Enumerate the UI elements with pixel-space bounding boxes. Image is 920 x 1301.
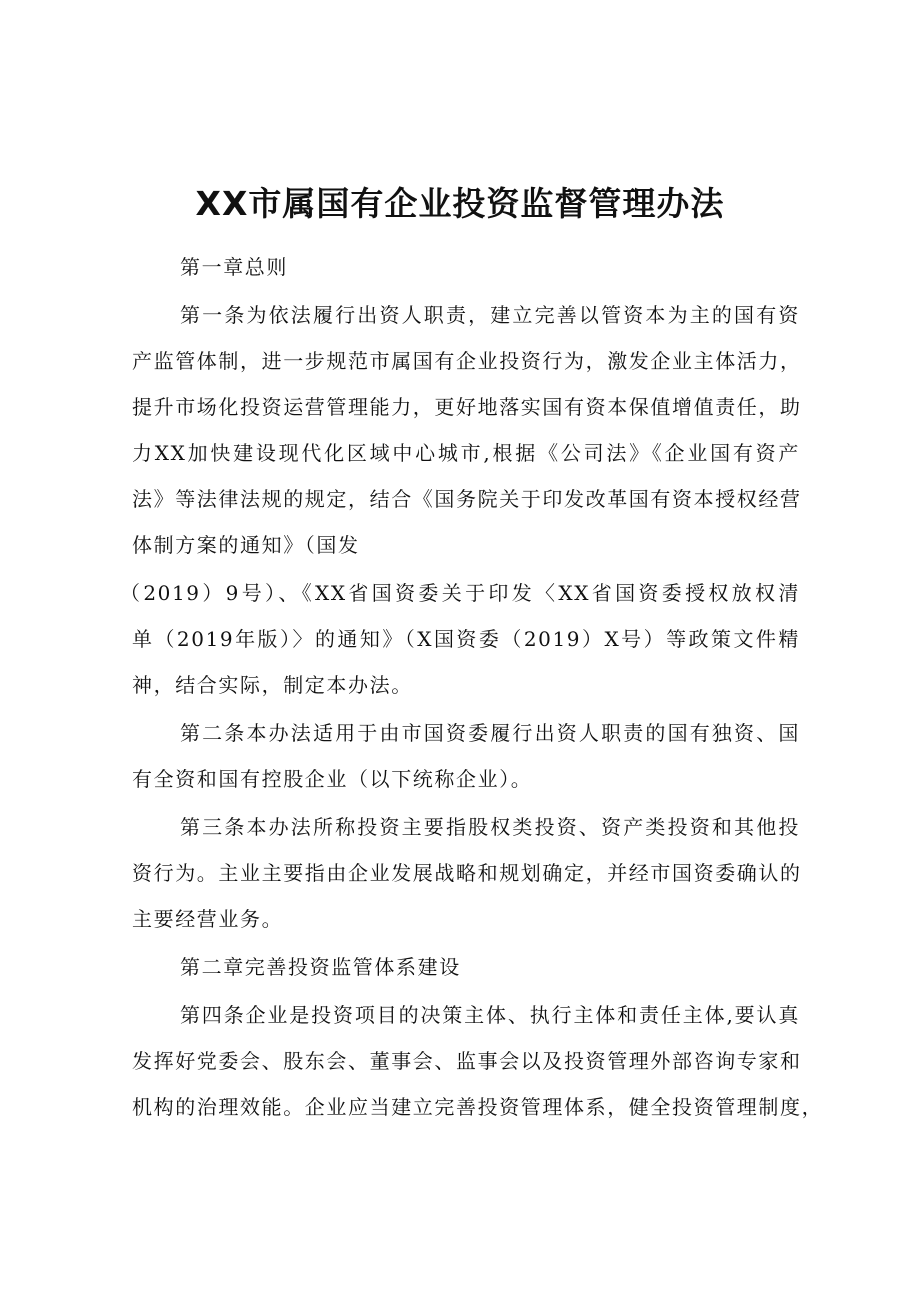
text-line: 力XX加快建设现代化区域中心城市,根据《公司法》《企业国有资产: [132, 441, 800, 465]
text-line: 主要经营业务。: [132, 907, 284, 931]
document-body: [120, 244, 824, 1132]
text-line: 单（2019年版）〉的通知》（X国资委（2019）X号）等政策文件精: [132, 627, 800, 651]
text-line: 第二章完善投资监管体系建设: [180, 955, 461, 979]
text-line: 产监管体制，进一步规范市属国有企业投资行为，激发企业主体活力，: [132, 349, 802, 373]
text-line: 有全资和国有控股企业（以下统称企业）。: [132, 767, 533, 791]
text-line: 第四条企业是投资项目的决策主体、执行主体和责任主体,要认真: [180, 1003, 800, 1027]
text-line: 法》等法律法规的规定，结合《国务院关于印发改革国有资本授权经营: [132, 487, 802, 511]
chapter-heading-1: [132, 244, 800, 290]
article-4: [132, 992, 824, 1130]
text-line: 体制方案的通知》（国发: [132, 533, 360, 557]
article-2: [132, 710, 800, 802]
article-3: [132, 804, 800, 942]
text-line: 资行为。主业主要指由企业发展战略和规划确定，并经市国资委确认的: [132, 861, 802, 885]
chapter-heading-2: [132, 944, 800, 990]
text-line: 第一章总则: [180, 255, 288, 279]
text-line: 神，结合实际，制定本办法。: [132, 673, 413, 697]
text-line: 机构的治理效能。企业应当建立完善投资管理体系，健全投资管理制度，: [132, 1095, 824, 1119]
text-line: 第一条为依法履行出资人职责，建立完善以管资本为主的国有资: [180, 303, 800, 327]
text-line: （2019）9号）、《XX省国资委关于印发〈XX省国资委授权放权清: [120, 581, 800, 605]
article-1: [132, 292, 800, 568]
text-line: 提升市场化投资运营管理能力，更好地落实国有资本保值增值责任，助: [132, 395, 802, 419]
document-title: XX市属国有企业投资监督管理办法: [195, 184, 725, 223]
text-line: 第二条本办法适用于由市国资委履行出资人职责的国有独资、国: [180, 721, 800, 745]
article-1-continuation: [120, 570, 800, 708]
text-line: 发挥好党委会、股东会、董事会、监事会以及投资管理外部咨询专家和: [132, 1049, 802, 1073]
text-line: 第三条本办法所称投资主要指股权类投资、资产类投资和其他投: [180, 815, 800, 839]
